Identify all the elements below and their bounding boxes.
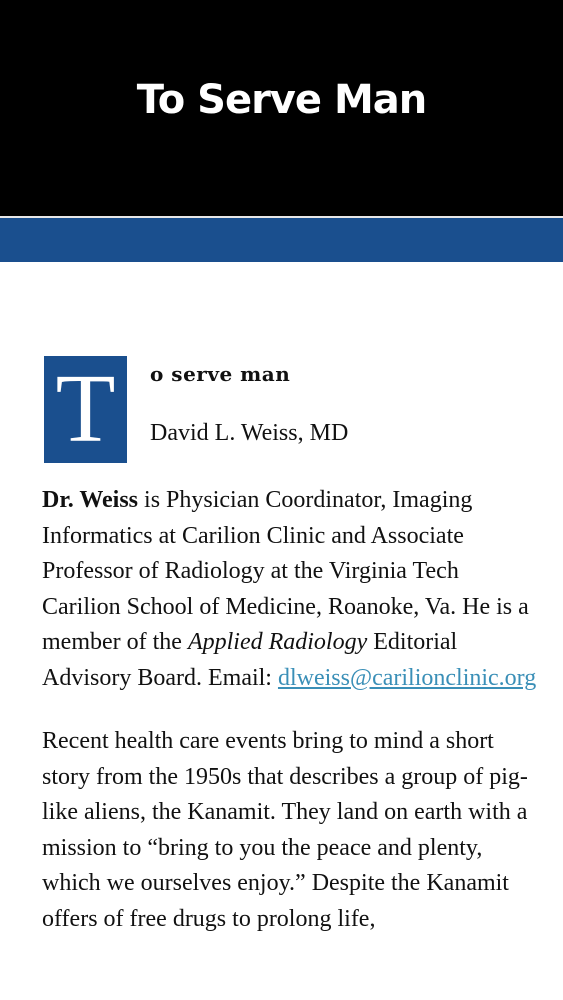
journal-name: Applied Radiology (187, 629, 368, 655)
author-bio (42, 483, 542, 696)
bio-text-1: is Physician Coordinator, Imaging Informatics at Carilion Clinic and Associate Professor of Radiology at the Virginia Tech Carilion School of Medicine, Roanoke, Va. He is a member of the (42, 487, 529, 655)
blue-banner (0, 218, 563, 262)
article-title: o serve man (150, 362, 291, 386)
site-header (0, 0, 563, 216)
article-author: David L. Weiss, MD (150, 420, 349, 446)
site-title: To Serve Man (136, 77, 427, 123)
byline-block (42, 356, 542, 463)
article-paragraph: Recent health care events bring to mind a short story from the 1950s that describes a group of pig-like aliens, the Kanamit. They land on earth with a mission to “bring to you the peace and plenty, which we ourselves enjoy.” Despite the Kanamit offers of free drugs to prolong life, (42, 728, 528, 932)
bio-name: Dr. Weiss (42, 487, 139, 513)
article-body (42, 356, 542, 937)
bio-text-2: Editorial Advisory Board. Email: (42, 629, 458, 691)
email-link[interactable]: dlweiss@carilionclinic.org (277, 664, 537, 691)
drop-cap: T (44, 356, 127, 463)
